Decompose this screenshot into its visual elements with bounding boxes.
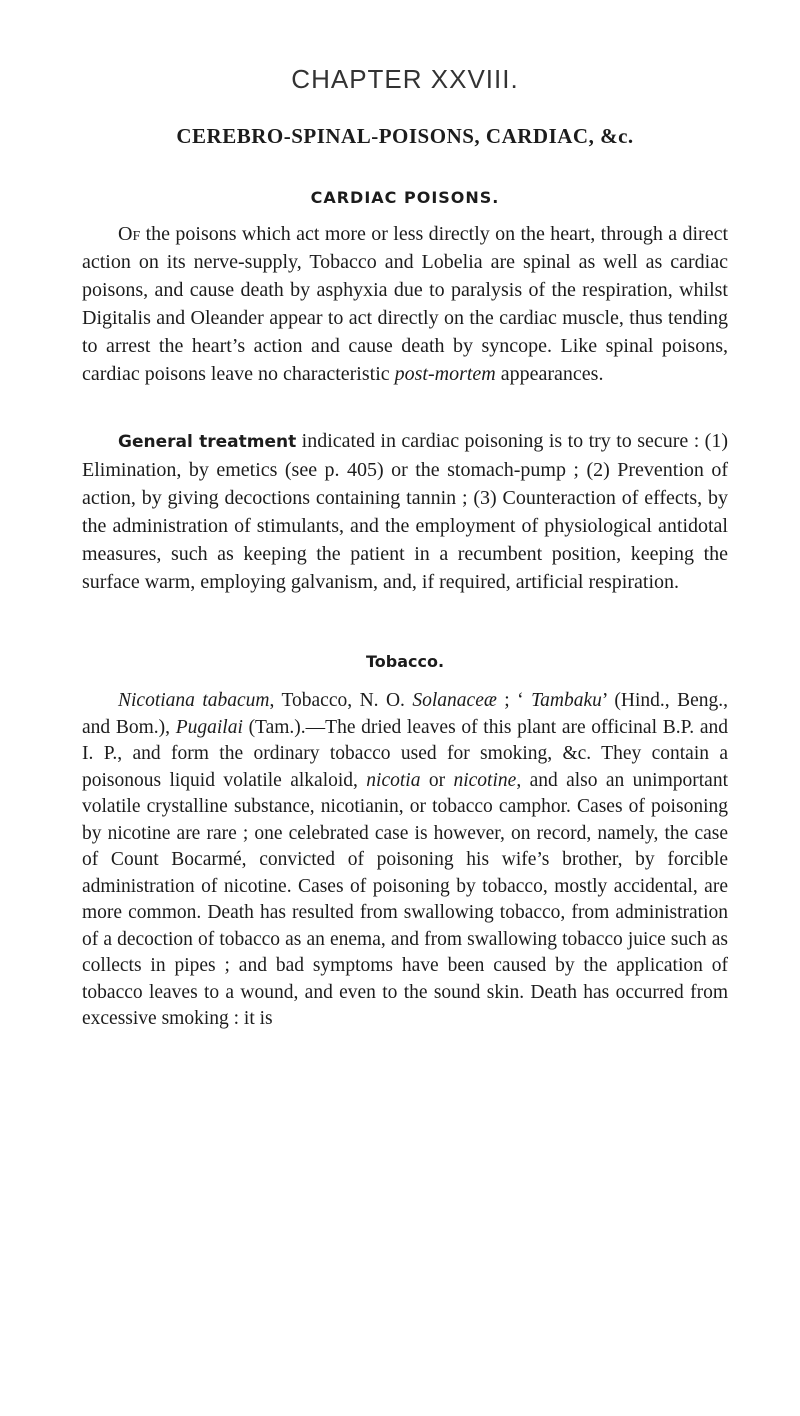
tobacco-italic-5: nicotia: [366, 769, 421, 791]
section-title: CEREBRO-SPINAL-POISONS, CARDIAC, &c.: [176, 124, 634, 148]
cardiac-poisons-heading: CARDIAC POISONS.: [310, 188, 500, 207]
tobacco-italic-1: Nicotiana tabacum: [118, 690, 270, 711]
chapter-heading: CHAPTER XXVIII.: [291, 64, 519, 94]
intro-text-a: the poisons which act more or less directly on the heart, through a direct action on its nerve-supply, Tobacco and Lobelia are spinal as well as cardiac poisons, and cause death by asphyxia due to paralysis of the respiration, whilst Digitalis and Oleander appear to act directly on the cardiac muscle, thus tending to arrest the heart’s action and cause death by syncope. Like spinal poisons, cardiac poisons leave no characteristic: [82, 223, 728, 385]
tobacco-text-2: ; ‘: [496, 690, 532, 711]
intro-italic: post-mortem: [394, 363, 496, 385]
tobacco-italic-6: nicotine: [453, 769, 517, 791]
treatment-paragraph: [82, 427, 728, 596]
paragraph-lead-word: Of: [118, 223, 141, 245]
intro-text-b: appearances.: [495, 363, 604, 385]
treatment-lead: General treatment: [118, 432, 297, 452]
tobacco-text-4: (Tam.).—The dried leaves of this plant are officinal B.P. and I. P., and form the ordinary tobacco used for smoking, &c. They contain a poisonous liquid volatile alkaloid,: [82, 716, 728, 791]
tobacco-text-6: , and also an unimportant volatile crystalline substance, nicotianin, or tobacco camphor. Cases of poisoning by nicotine are rare ; one celebrated case is however, on record, namely, the case of Count Bocarmé, convicted of poisoning his wife’s brother, by forcible administration of nicotine. Cases of poisoning by tobacco, mostly accidental, are more common. Death has resulted from swallowing tobacco, from administration of a decoction of tobacco as an enema, and from swallowing tobacco juice such as collects in pipes ; and bad symptoms have been caused by the application of tobacco leaves to a wound, and even to the sound skin. Death has occurred from excessive smoking : it is: [82, 769, 728, 1029]
tobacco-text-5: or: [420, 769, 454, 791]
tobacco-heading: Tobacco.: [365, 652, 445, 671]
intro-paragraph: [82, 220, 728, 388]
tobacco-italic-3: Tambaku: [531, 690, 602, 711]
tobacco-text-3: ’ (Hind., Beng., and Bom.),: [82, 690, 728, 738]
treatment-text: indicated in cardiac poisoning is to try to secure : (1) Elimination, by emetics (see p. 405) or the stomach-pump ; (2) Prevention of action, by giving decoctions containing tannin ; (3) Counteraction of effects, by the administration of stimulants, and the employment of physiological antidotal measures, such as keeping the patient in a recumbent position, keeping the surface warm, employing galvanism, and, if required, artificial respiration.: [82, 430, 728, 593]
tobacco-paragraph: [82, 688, 728, 1033]
tobacco-text-1: , Tobacco, N. O.: [269, 690, 413, 711]
tobacco-italic-2: Solanaceæ: [412, 690, 497, 711]
tobacco-italic-4: Pugailai: [175, 716, 243, 738]
